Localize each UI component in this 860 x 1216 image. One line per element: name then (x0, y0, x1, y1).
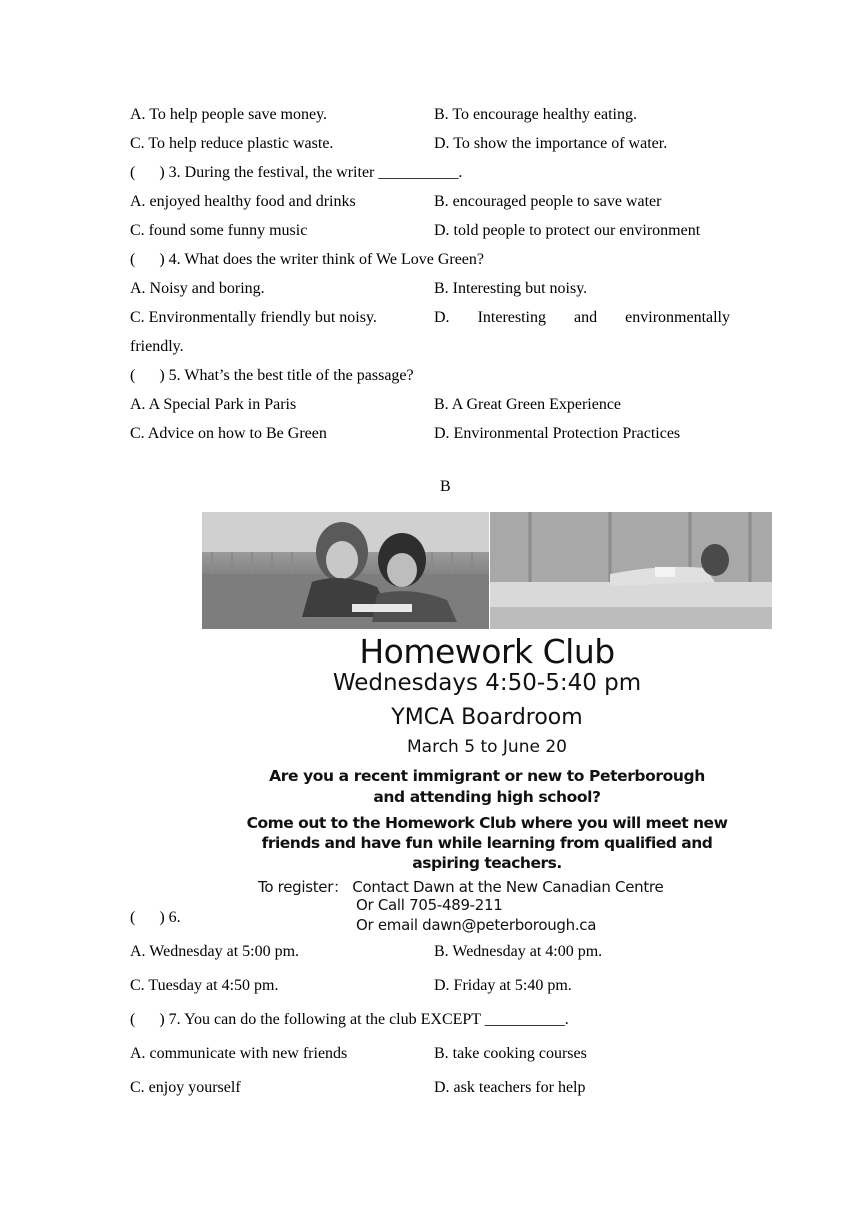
section-b-heading: B (440, 478, 451, 495)
homework-club-poster (202, 512, 772, 940)
q5-option-d: D. Environmental Protection Practices (434, 425, 681, 442)
q5-option-b: B. A Great Green Experience (434, 396, 622, 413)
q5-stem: ( ) 5. What’s the best title of the passage? (130, 367, 414, 384)
q2-option-a: A. To help people save money. (130, 106, 328, 123)
poster-register-email: Or email dawn@peterborough.ca (356, 916, 597, 934)
q5-option-c: C. Advice on how to Be Green (130, 425, 327, 442)
poster-day-time: Wednesdays 4:50-5:40 pm (332, 670, 642, 696)
q7-option-a: A. communicate with new friends (130, 1045, 348, 1062)
q3-option-b: B. encouraged people to save water (434, 193, 662, 210)
q2-option-c: C. To help reduce plastic waste. (130, 135, 334, 152)
q3-option-d: D. told people to protect our environment (434, 222, 701, 239)
q4-option-d (434, 308, 730, 328)
q4-option-d-word: D. (434, 309, 450, 326)
q7-option-d: D. ask teachers for help (434, 1079, 586, 1096)
q4-option-c: C. Environmentally friendly but noisy. (130, 309, 377, 326)
poster-location: YMCA Boardroom (391, 705, 583, 730)
q4-option-d-word: environmentally (625, 309, 730, 326)
q7-stem: ( ) 7. You can do the following at the club EXCEPT __________. (130, 1011, 569, 1028)
poster-call-line: Come out to the Homework Club where you will meet new (246, 814, 728, 832)
poster-question-line: and attending high school? (373, 788, 601, 806)
q6-option-d: D. Friday at 5:40 pm. (434, 977, 572, 994)
q7-option-b: B. take cooking courses (434, 1045, 587, 1062)
students-studying-illustration (202, 512, 489, 629)
q6-option-b: B. Wednesday at 4:00 pm. (434, 943, 603, 960)
q6-option-c: C. Tuesday at 4:50 pm. (130, 977, 279, 994)
q7-option-c: C. enjoy yourself (130, 1079, 241, 1096)
q4-option-b: B. Interesting but noisy. (434, 280, 588, 297)
students-studying-photo (202, 512, 489, 629)
q2-option-d: D. To show the importance of water. (434, 135, 668, 152)
q4-stem: ( ) 4. What does the writer think of We Love Green? (130, 251, 485, 268)
poster-question-line: Are you a recent immigrant or new to Peterborough (269, 767, 705, 785)
q5-option-a: A. A Special Park in Paris (130, 396, 297, 413)
q4-option-a: A. Noisy and boring. (130, 280, 265, 297)
q3-stem: ( ) 3. During the festival, the writer __________. (130, 164, 463, 181)
poster-title: Homework Club (359, 632, 615, 671)
q6-stem: ( ) 6. (130, 909, 181, 926)
q3-option-c: C. found some funny music (130, 222, 308, 239)
q2-option-b: B. To encourage healthy eating. (434, 106, 637, 123)
q3-option-a: A. enjoyed healthy food and drinks (130, 193, 356, 210)
student-reading-photo (490, 512, 772, 629)
student-reading-illustration (490, 512, 772, 629)
poster-register-contact: To register： Contact Dawn at the New Canadian Centre (258, 878, 664, 896)
poster-call-line: friends and have fun while learning from qualified and (261, 834, 713, 852)
q4-option-d-word: and (574, 309, 598, 326)
poster-call-line: aspiring teachers. (412, 854, 562, 872)
q4-option-d-word: Interesting (477, 309, 546, 326)
poster-register-phone: Or Call 705-489-211 (356, 896, 503, 914)
q4-option-d-wrap: friendly. (130, 338, 184, 355)
poster-dates: March 5 to June 20 (407, 737, 567, 757)
q6-option-a: A. Wednesday at 5:00 pm. (130, 943, 300, 960)
